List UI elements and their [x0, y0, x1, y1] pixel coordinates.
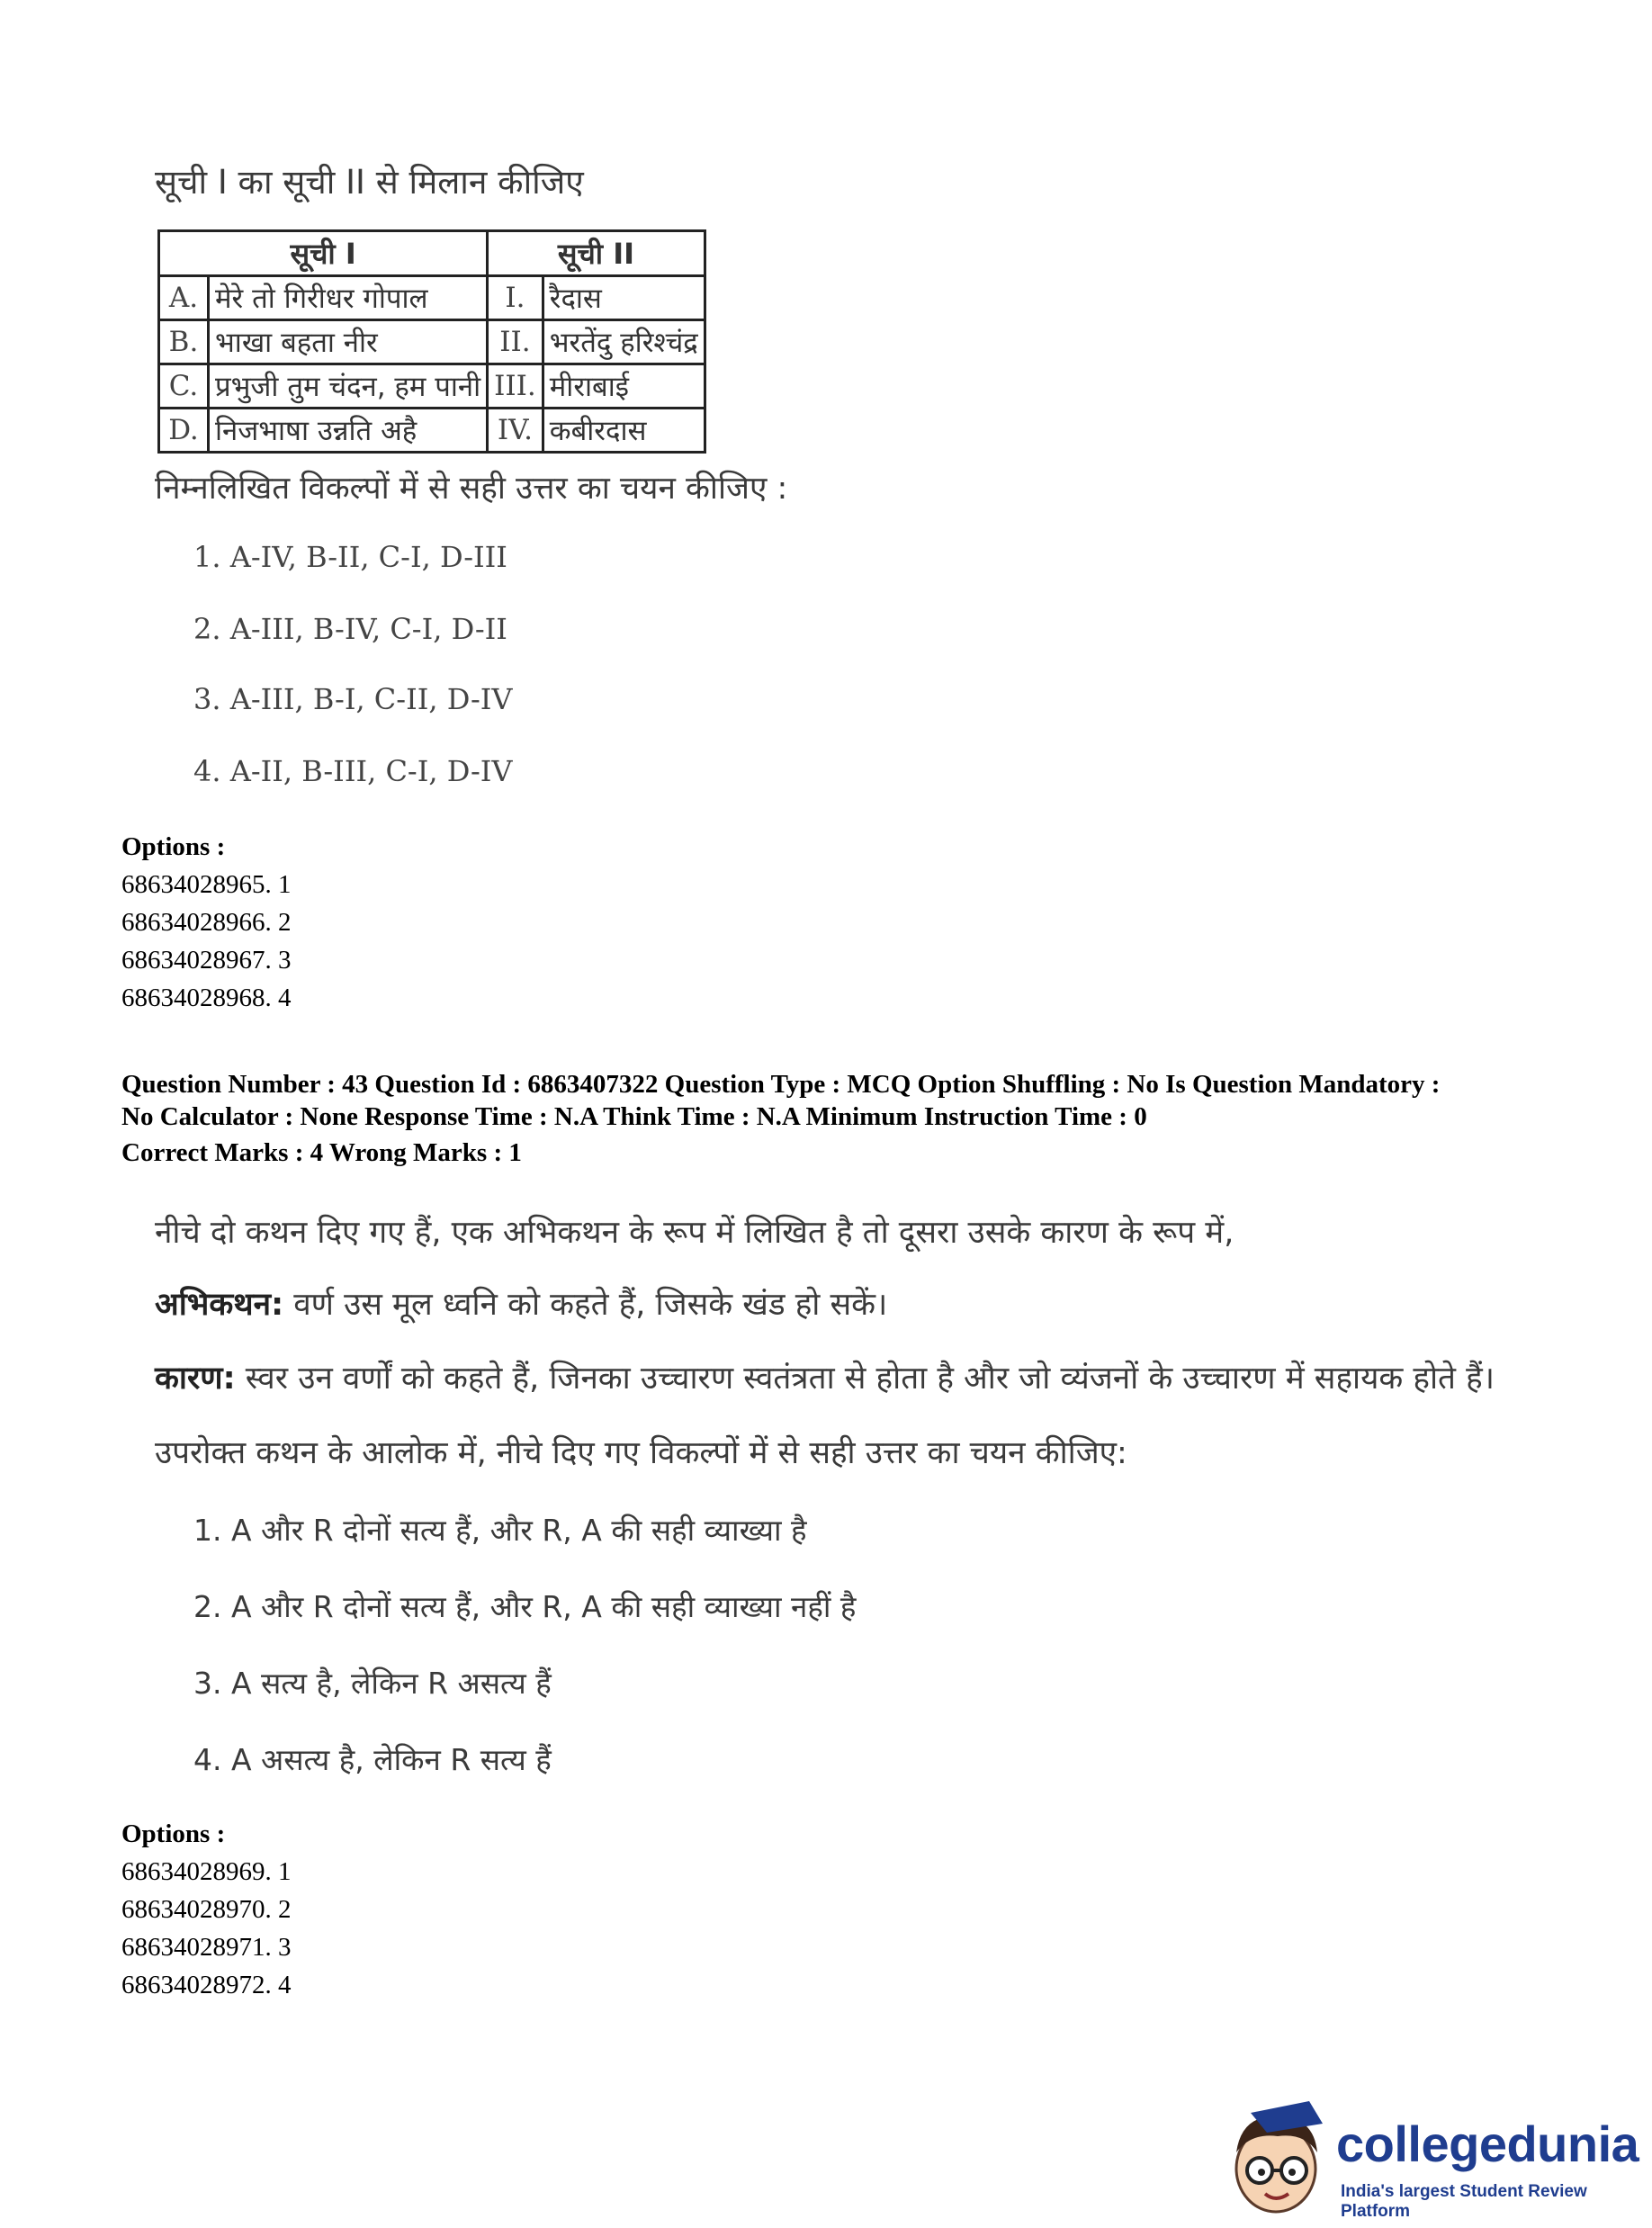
table-row [159, 276, 705, 320]
option-item: 68634028971. 3 [121, 1933, 292, 1962]
option-item: 68634028970. 2 [121, 1895, 292, 1924]
question-meta-line: Question Number : 43 Question Id : 6863407322 Question Type : MCQ Option Shuffling : No Is Question Mandatory : [121, 1070, 1441, 1099]
row-key-right: IV. [488, 409, 543, 453]
brand-tagline: India's largest Student Review Platform [1341, 2182, 1587, 2221]
question-meta [121, 1068, 1440, 1169]
assertion-label: अभिकथन: [155, 1287, 284, 1323]
match-table-header [159, 231, 705, 276]
statement-intro: नीचे दो कथन दिए गए हैं, एक अभिकथन के रूप में लिखित है तो दूसरा उसके कारण के रूप में, [155, 1215, 1235, 1251]
table-row [159, 320, 705, 364]
table-row [159, 364, 705, 409]
row-value-left: भाखा बहता नीर [209, 320, 488, 364]
choice-item: 2. A और R दोनों सत्य हैं, और R, A की सही व्याख्या नहीं है [193, 1589, 857, 1624]
choice-item: 1. A और R दोनों सत्य हैं, और R, A की सही व्याख्या है [193, 1513, 807, 1548]
marks-line: Correct Marks : 4 Wrong Marks : 1 [121, 1138, 522, 1167]
row-value-right: मीराबाई [543, 364, 705, 409]
collegedunia-logo [1224, 2097, 1647, 2223]
assertion-text: वर्ण उस मूल ध्वनि को कहते हैं, जिसके खंड हो सकें। [283, 1287, 888, 1323]
match-intro: सूची I का सूची II से मिलान कीजिए [155, 163, 584, 202]
choice-item: 2. A-III, B-IV, C-I, D-II [193, 612, 507, 646]
table-row [159, 409, 705, 453]
choice-item: 3. A-III, B-I, C-II, D-IV [193, 682, 513, 716]
row-key-right: I. [488, 276, 543, 320]
row-value-left: प्रभुजी तुम चंदन, हम पानी [209, 364, 488, 409]
student-mascot-icon [1224, 2097, 1332, 2218]
question-instruction: निम्नलिखित विकल्पों में से सही उत्तर का चयन कीजिए : [155, 471, 788, 507]
choice-item: 4. A-II, B-III, C-I, D-IV [193, 754, 513, 788]
row-key-left: C. [159, 364, 209, 409]
reason-text: स्वर उन वर्णों को कहते हैं, जिनका उच्चारण स्वतंत्रता से होता है और जो व्यंजनों के उच्चारण में सहायक होते हैं। [235, 1361, 1495, 1397]
brand-name: collegedunia [1336, 2116, 1639, 2172]
option-item: 68634028968. 4 [121, 984, 292, 1012]
choice-item: 1. A-IV, B-II, C-I, D-III [193, 540, 507, 574]
option-item: 68634028966. 2 [121, 908, 292, 937]
row-key-right: III. [488, 364, 543, 409]
option-item: 68634028972. 4 [121, 1971, 292, 1999]
list-one-heading: सूची I [159, 231, 488, 276]
option-item: 68634028969. 1 [121, 1857, 292, 1886]
options-list [121, 828, 292, 1017]
option-item: 68634028967. 3 [121, 946, 292, 975]
row-value-right: कबीरदास [543, 409, 705, 453]
assertion-statement [155, 1282, 887, 1325]
row-key-right: II. [488, 320, 543, 364]
choice-item: 3. A सत्य है, लेकिन R असत्य हैं [193, 1666, 552, 1701]
options-list [121, 1815, 292, 2004]
row-value-right: रैदास [543, 276, 705, 320]
options-heading: Options : [121, 832, 226, 861]
reason-statement [155, 1356, 1495, 1398]
option-item: 68634028965. 1 [121, 870, 292, 899]
row-value-left: निजभाषा उन्नति अहै [209, 409, 488, 453]
row-value-right: भरतेंदु हरिश्चंद्र [543, 320, 705, 364]
row-key-left: D. [159, 409, 209, 453]
question-instruction: उपरोक्त कथन के आलोक में, नीचे दिए गए विकल्पों में से सही उत्तर का चयन कीजिए: [155, 1435, 1127, 1471]
choice-item: 4. A असत्य है, लेकिन R सत्य हैं [193, 1742, 552, 1777]
reason-label: कारण: [155, 1361, 236, 1397]
row-key-left: A. [159, 276, 209, 320]
row-value-left: मेरे तो गिरीधर गोपाल [209, 276, 488, 320]
options-heading: Options : [121, 1819, 226, 1848]
match-table [157, 229, 706, 454]
question-meta-line: No Calculator : None Response Time : N.A Think Time : N.A Minimum Instruction Time : 0 [121, 1102, 1147, 1131]
list-two-heading: सूची II [488, 231, 705, 276]
row-key-left: B. [159, 320, 209, 364]
